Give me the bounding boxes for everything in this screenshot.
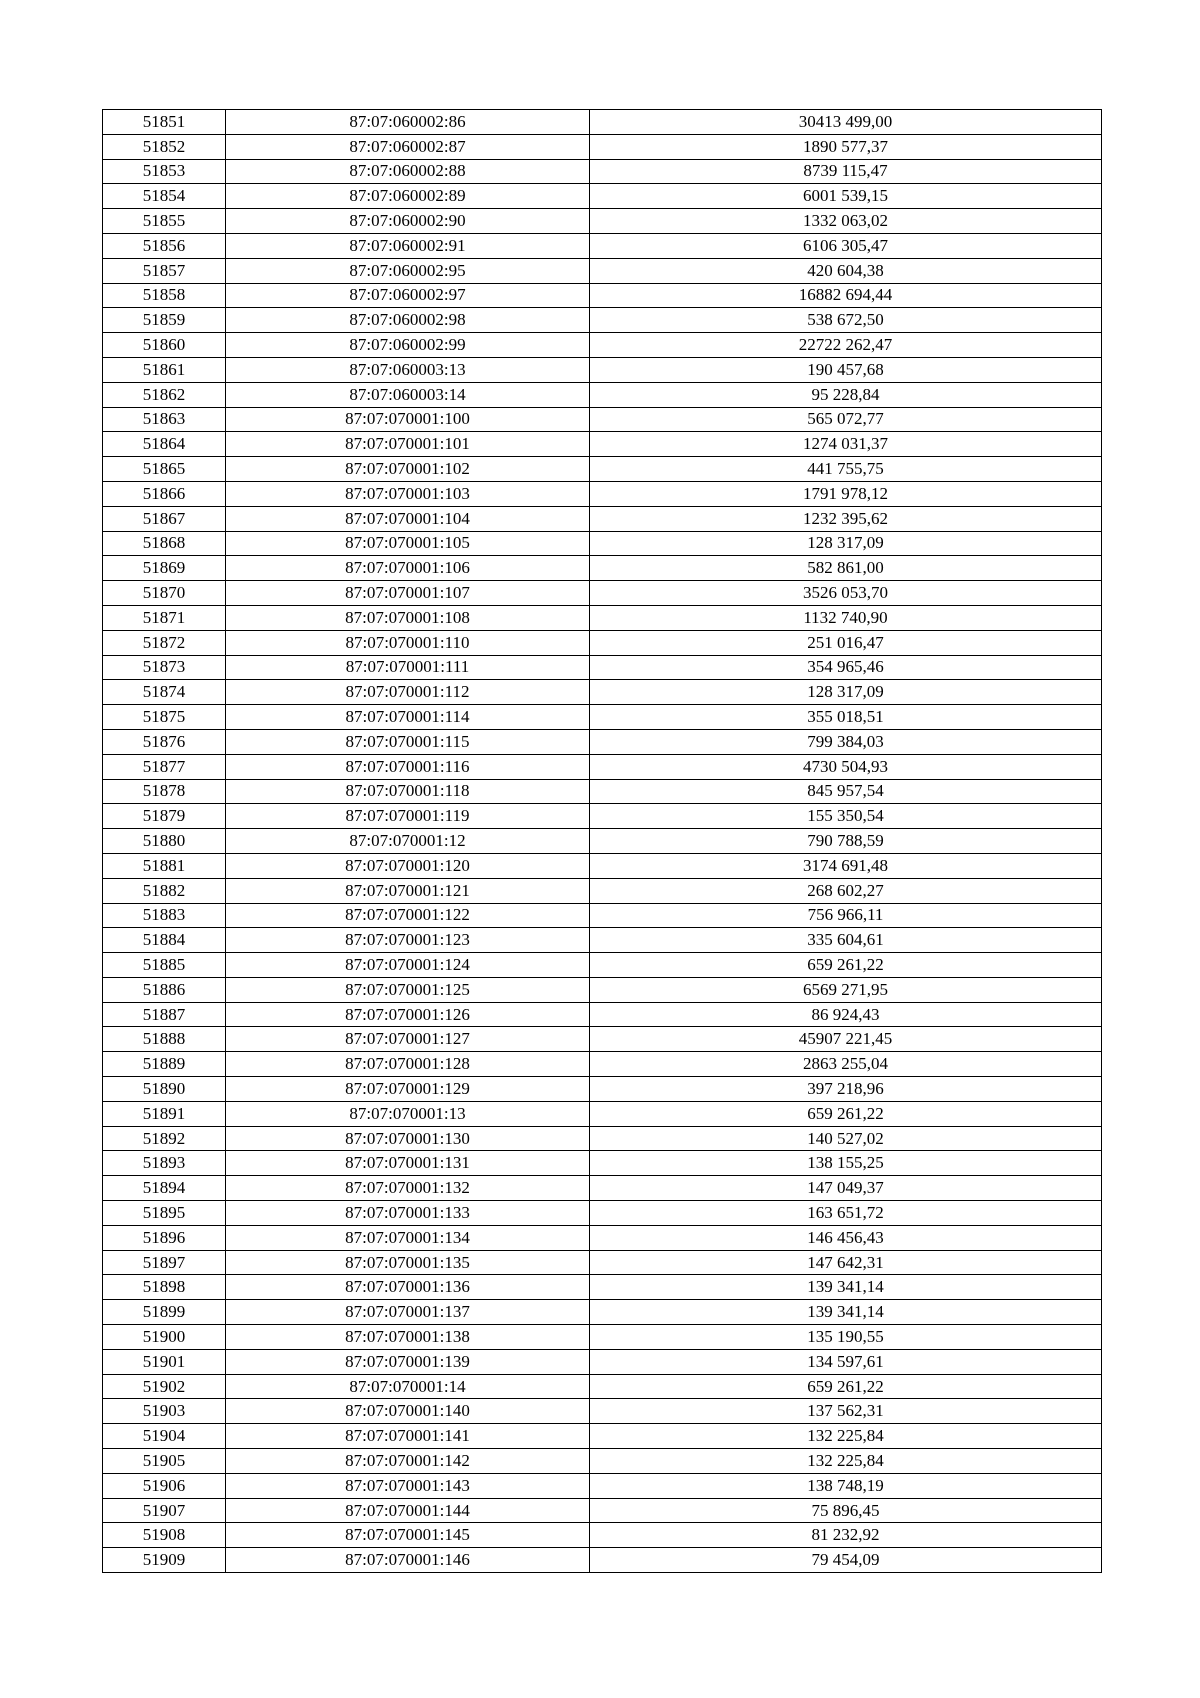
value-cell: 8739 115,47 bbox=[590, 159, 1102, 184]
cadastral-number-cell: 87:07:070001:135 bbox=[226, 1250, 590, 1275]
value-cell: 251 016,47 bbox=[590, 630, 1102, 655]
value-cell: 582 861,00 bbox=[590, 556, 1102, 581]
cadastral-number-cell: 87:07:070001:115 bbox=[226, 729, 590, 754]
table-row bbox=[103, 184, 1102, 209]
value-cell: 1132 740,90 bbox=[590, 605, 1102, 630]
value-cell: 22722 262,47 bbox=[590, 333, 1102, 358]
cadastral-number-cell: 87:07:070001:136 bbox=[226, 1275, 590, 1300]
table-row bbox=[103, 333, 1102, 358]
table-row bbox=[103, 1250, 1102, 1275]
value-cell: 756 966,11 bbox=[590, 903, 1102, 928]
row-number-cell: 51864 bbox=[103, 432, 226, 457]
cadastral-number-cell: 87:07:070001:130 bbox=[226, 1126, 590, 1151]
value-cell: 30413 499,00 bbox=[590, 110, 1102, 135]
cadastral-number-cell: 87:07:070001:132 bbox=[226, 1176, 590, 1201]
cadastral-number-cell: 87:07:070001:122 bbox=[226, 903, 590, 928]
cadastral-number-cell: 87:07:070001:143 bbox=[226, 1473, 590, 1498]
cadastral-number-cell: 87:07:060002:91 bbox=[226, 233, 590, 258]
row-number-cell: 51853 bbox=[103, 159, 226, 184]
row-number-cell: 51879 bbox=[103, 804, 226, 829]
table-row bbox=[103, 1052, 1102, 1077]
cadastral-number-cell: 87:07:060002:89 bbox=[226, 184, 590, 209]
value-cell: 137 562,31 bbox=[590, 1399, 1102, 1424]
table-row bbox=[103, 357, 1102, 382]
row-number-cell: 51880 bbox=[103, 829, 226, 854]
table-row bbox=[103, 481, 1102, 506]
value-cell: 659 261,22 bbox=[590, 1374, 1102, 1399]
table-row bbox=[103, 1349, 1102, 1374]
row-number-cell: 51861 bbox=[103, 357, 226, 382]
cadastral-number-cell: 87:07:070001:124 bbox=[226, 953, 590, 978]
cadastral-number-cell: 87:07:070001:12 bbox=[226, 829, 590, 854]
row-number-cell: 51903 bbox=[103, 1399, 226, 1424]
row-number-cell: 51857 bbox=[103, 258, 226, 283]
value-cell: 3174 691,48 bbox=[590, 853, 1102, 878]
value-cell: 799 384,03 bbox=[590, 729, 1102, 754]
value-cell: 1274 031,37 bbox=[590, 432, 1102, 457]
cadastral-number-cell: 87:07:070001:146 bbox=[226, 1548, 590, 1573]
cadastral-number-cell: 87:07:060002:88 bbox=[226, 159, 590, 184]
value-cell: 565 072,77 bbox=[590, 407, 1102, 432]
cadastral-number-cell: 87:07:070001:121 bbox=[226, 878, 590, 903]
cadastral-number-cell: 87:07:070001:139 bbox=[226, 1349, 590, 1374]
table-row bbox=[103, 159, 1102, 184]
cadastral-number-cell: 87:07:070001:101 bbox=[226, 432, 590, 457]
cadastral-number-cell: 87:07:060002:98 bbox=[226, 308, 590, 333]
cadastral-number-cell: 87:07:070001:145 bbox=[226, 1523, 590, 1548]
row-number-cell: 51859 bbox=[103, 308, 226, 333]
cadastral-number-cell: 87:07:070001:105 bbox=[226, 531, 590, 556]
value-cell: 354 965,46 bbox=[590, 655, 1102, 680]
row-number-cell: 51867 bbox=[103, 506, 226, 531]
cadastral-number-cell: 87:07:070001:107 bbox=[226, 581, 590, 606]
row-number-cell: 51904 bbox=[103, 1424, 226, 1449]
cadastral-number-cell: 87:07:070001:110 bbox=[226, 630, 590, 655]
value-cell: 1890 577,37 bbox=[590, 134, 1102, 159]
cadastral-number-cell: 87:07:060002:90 bbox=[226, 209, 590, 234]
row-number-cell: 51881 bbox=[103, 853, 226, 878]
cadastral-number-cell: 87:07:070001:106 bbox=[226, 556, 590, 581]
row-number-cell: 51852 bbox=[103, 134, 226, 159]
cadastral-number-cell: 87:07:070001:118 bbox=[226, 779, 590, 804]
table-row bbox=[103, 407, 1102, 432]
table-row bbox=[103, 953, 1102, 978]
row-number-cell: 51865 bbox=[103, 457, 226, 482]
value-cell: 146 456,43 bbox=[590, 1225, 1102, 1250]
row-number-cell: 51893 bbox=[103, 1151, 226, 1176]
row-number-cell: 51892 bbox=[103, 1126, 226, 1151]
value-cell: 1791 978,12 bbox=[590, 481, 1102, 506]
row-number-cell: 51870 bbox=[103, 581, 226, 606]
cadastral-number-cell: 87:07:070001:13 bbox=[226, 1101, 590, 1126]
cadastral-number-cell: 87:07:060002:95 bbox=[226, 258, 590, 283]
cadastral-number-cell: 87:07:070001:103 bbox=[226, 481, 590, 506]
value-cell: 6569 271,95 bbox=[590, 977, 1102, 1002]
value-cell: 6001 539,15 bbox=[590, 184, 1102, 209]
cadastral-number-cell: 87:07:070001:127 bbox=[226, 1027, 590, 1052]
row-number-cell: 51896 bbox=[103, 1225, 226, 1250]
row-number-cell: 51877 bbox=[103, 754, 226, 779]
row-number-cell: 51860 bbox=[103, 333, 226, 358]
table-row bbox=[103, 1077, 1102, 1102]
row-number-cell: 51862 bbox=[103, 382, 226, 407]
row-number-cell: 51876 bbox=[103, 729, 226, 754]
cadastral-number-cell: 87:07:060002:86 bbox=[226, 110, 590, 135]
table-row bbox=[103, 1473, 1102, 1498]
cadastral-number-cell: 87:07:070001:123 bbox=[226, 928, 590, 953]
cadastral-number-cell: 87:07:060002:87 bbox=[226, 134, 590, 159]
row-number-cell: 51885 bbox=[103, 953, 226, 978]
row-number-cell: 51887 bbox=[103, 1002, 226, 1027]
row-number-cell: 51888 bbox=[103, 1027, 226, 1052]
cadastral-number-cell: 87:07:070001:119 bbox=[226, 804, 590, 829]
row-number-cell: 51901 bbox=[103, 1349, 226, 1374]
value-cell: 190 457,68 bbox=[590, 357, 1102, 382]
value-cell: 163 651,72 bbox=[590, 1201, 1102, 1226]
value-cell: 335 604,61 bbox=[590, 928, 1102, 953]
cadastral-number-cell: 87:07:060002:99 bbox=[226, 333, 590, 358]
row-number-cell: 51871 bbox=[103, 605, 226, 630]
table-row bbox=[103, 581, 1102, 606]
table-row bbox=[103, 853, 1102, 878]
value-cell: 538 672,50 bbox=[590, 308, 1102, 333]
table-body bbox=[103, 110, 1102, 1573]
row-number-cell: 51856 bbox=[103, 233, 226, 258]
row-number-cell: 51891 bbox=[103, 1101, 226, 1126]
row-number-cell: 51908 bbox=[103, 1523, 226, 1548]
row-number-cell: 51878 bbox=[103, 779, 226, 804]
value-cell: 790 788,59 bbox=[590, 829, 1102, 854]
table-row bbox=[103, 630, 1102, 655]
value-cell: 6106 305,47 bbox=[590, 233, 1102, 258]
row-number-cell: 51907 bbox=[103, 1498, 226, 1523]
cadastral-number-cell: 87:07:070001:14 bbox=[226, 1374, 590, 1399]
value-cell: 45907 221,45 bbox=[590, 1027, 1102, 1052]
table-row bbox=[103, 1275, 1102, 1300]
table-row bbox=[103, 209, 1102, 234]
value-cell: 79 454,09 bbox=[590, 1548, 1102, 1573]
cadastral-number-cell: 87:07:070001:133 bbox=[226, 1201, 590, 1226]
table-row bbox=[103, 283, 1102, 308]
value-cell: 397 218,96 bbox=[590, 1077, 1102, 1102]
cadastral-number-cell: 87:07:070001:129 bbox=[226, 1077, 590, 1102]
table-row bbox=[103, 680, 1102, 705]
table-row bbox=[103, 878, 1102, 903]
row-number-cell: 51884 bbox=[103, 928, 226, 953]
row-number-cell: 51890 bbox=[103, 1077, 226, 1102]
table-row bbox=[103, 1374, 1102, 1399]
table-row bbox=[103, 779, 1102, 804]
table-row bbox=[103, 457, 1102, 482]
row-number-cell: 51902 bbox=[103, 1374, 226, 1399]
table-row bbox=[103, 1523, 1102, 1548]
cadastral-number-cell: 87:07:070001:142 bbox=[226, 1449, 590, 1474]
value-cell: 128 317,09 bbox=[590, 680, 1102, 705]
table-row bbox=[103, 903, 1102, 928]
row-number-cell: 51899 bbox=[103, 1300, 226, 1325]
table-row bbox=[103, 382, 1102, 407]
value-cell: 134 597,61 bbox=[590, 1349, 1102, 1374]
cadastral-number-cell: 87:07:070001:100 bbox=[226, 407, 590, 432]
value-cell: 75 896,45 bbox=[590, 1498, 1102, 1523]
value-cell: 268 602,27 bbox=[590, 878, 1102, 903]
cadastral-number-cell: 87:07:070001:138 bbox=[226, 1325, 590, 1350]
value-cell: 1332 063,02 bbox=[590, 209, 1102, 234]
table-row bbox=[103, 134, 1102, 159]
row-number-cell: 51898 bbox=[103, 1275, 226, 1300]
table-row bbox=[103, 1126, 1102, 1151]
table-row bbox=[103, 1498, 1102, 1523]
table-row bbox=[103, 1151, 1102, 1176]
cadastral-number-cell: 87:07:070001:102 bbox=[226, 457, 590, 482]
row-number-cell: 51897 bbox=[103, 1250, 226, 1275]
cadastral-number-cell: 87:07:070001:116 bbox=[226, 754, 590, 779]
row-number-cell: 51866 bbox=[103, 481, 226, 506]
table-row bbox=[103, 1176, 1102, 1201]
row-number-cell: 51854 bbox=[103, 184, 226, 209]
row-number-cell: 51868 bbox=[103, 531, 226, 556]
value-cell: 659 261,22 bbox=[590, 1101, 1102, 1126]
cadastral-number-cell: 87:07:070001:141 bbox=[226, 1424, 590, 1449]
value-cell: 140 527,02 bbox=[590, 1126, 1102, 1151]
table-row bbox=[103, 1201, 1102, 1226]
table-row bbox=[103, 110, 1102, 135]
cadastral-number-cell: 87:07:070001:137 bbox=[226, 1300, 590, 1325]
cadastral-number-cell: 87:07:070001:108 bbox=[226, 605, 590, 630]
value-cell: 1232 395,62 bbox=[590, 506, 1102, 531]
value-cell: 420 604,38 bbox=[590, 258, 1102, 283]
row-number-cell: 51869 bbox=[103, 556, 226, 581]
table-row bbox=[103, 1325, 1102, 1350]
table-row bbox=[103, 233, 1102, 258]
value-cell: 659 261,22 bbox=[590, 953, 1102, 978]
row-number-cell: 51851 bbox=[103, 110, 226, 135]
cadastral-number-cell: 87:07:070001:125 bbox=[226, 977, 590, 1002]
cadastral-number-cell: 87:07:070001:111 bbox=[226, 655, 590, 680]
value-cell: 16882 694,44 bbox=[590, 283, 1102, 308]
value-cell: 147 642,31 bbox=[590, 1250, 1102, 1275]
table-row bbox=[103, 705, 1102, 730]
cadastral-number-cell: 87:07:060003:14 bbox=[226, 382, 590, 407]
table-row bbox=[103, 655, 1102, 680]
table-row bbox=[103, 531, 1102, 556]
value-cell: 132 225,84 bbox=[590, 1424, 1102, 1449]
value-cell: 147 049,37 bbox=[590, 1176, 1102, 1201]
table-row bbox=[103, 432, 1102, 457]
value-cell: 95 228,84 bbox=[590, 382, 1102, 407]
cadastral-number-cell: 87:07:060002:97 bbox=[226, 283, 590, 308]
value-cell: 86 924,43 bbox=[590, 1002, 1102, 1027]
value-cell: 4730 504,93 bbox=[590, 754, 1102, 779]
cadastral-number-cell: 87:07:070001:140 bbox=[226, 1399, 590, 1424]
row-number-cell: 51909 bbox=[103, 1548, 226, 1573]
value-cell: 845 957,54 bbox=[590, 779, 1102, 804]
row-number-cell: 51883 bbox=[103, 903, 226, 928]
cadastral-number-cell: 87:07:060003:13 bbox=[226, 357, 590, 382]
table-row bbox=[103, 1399, 1102, 1424]
cadastral-number-cell: 87:07:070001:104 bbox=[226, 506, 590, 531]
value-cell: 135 190,55 bbox=[590, 1325, 1102, 1350]
value-cell: 441 755,75 bbox=[590, 457, 1102, 482]
table-row bbox=[103, 1225, 1102, 1250]
table-row bbox=[103, 1548, 1102, 1573]
value-cell: 138 748,19 bbox=[590, 1473, 1102, 1498]
cadastral-number-cell: 87:07:070001:128 bbox=[226, 1052, 590, 1077]
table-row bbox=[103, 605, 1102, 630]
table-row bbox=[103, 804, 1102, 829]
row-number-cell: 51886 bbox=[103, 977, 226, 1002]
row-number-cell: 51894 bbox=[103, 1176, 226, 1201]
table-row bbox=[103, 1002, 1102, 1027]
row-number-cell: 51872 bbox=[103, 630, 226, 655]
value-cell: 139 341,14 bbox=[590, 1300, 1102, 1325]
value-cell: 132 225,84 bbox=[590, 1449, 1102, 1474]
table-row bbox=[103, 977, 1102, 1002]
row-number-cell: 51873 bbox=[103, 655, 226, 680]
row-number-cell: 51900 bbox=[103, 1325, 226, 1350]
row-number-cell: 51882 bbox=[103, 878, 226, 903]
row-number-cell: 51906 bbox=[103, 1473, 226, 1498]
table-row bbox=[103, 506, 1102, 531]
row-number-cell: 51858 bbox=[103, 283, 226, 308]
value-cell: 155 350,54 bbox=[590, 804, 1102, 829]
table-row bbox=[103, 829, 1102, 854]
value-cell: 81 232,92 bbox=[590, 1523, 1102, 1548]
cadastral-number-cell: 87:07:070001:112 bbox=[226, 680, 590, 705]
row-number-cell: 51875 bbox=[103, 705, 226, 730]
cadastral-number-cell: 87:07:070001:131 bbox=[226, 1151, 590, 1176]
data-table bbox=[102, 109, 1102, 1573]
row-number-cell: 51889 bbox=[103, 1052, 226, 1077]
table-row bbox=[103, 928, 1102, 953]
table-row bbox=[103, 1300, 1102, 1325]
table-row bbox=[103, 308, 1102, 333]
row-number-cell: 51874 bbox=[103, 680, 226, 705]
value-cell: 355 018,51 bbox=[590, 705, 1102, 730]
cadastral-number-cell: 87:07:070001:114 bbox=[226, 705, 590, 730]
cadastral-number-cell: 87:07:070001:126 bbox=[226, 1002, 590, 1027]
row-number-cell: 51895 bbox=[103, 1201, 226, 1226]
cadastral-number-cell: 87:07:070001:144 bbox=[226, 1498, 590, 1523]
row-number-cell: 51855 bbox=[103, 209, 226, 234]
row-number-cell: 51905 bbox=[103, 1449, 226, 1474]
table-row bbox=[103, 754, 1102, 779]
table-row bbox=[103, 1027, 1102, 1052]
table-row bbox=[103, 729, 1102, 754]
row-number-cell: 51863 bbox=[103, 407, 226, 432]
table-row bbox=[103, 258, 1102, 283]
table-row bbox=[103, 1101, 1102, 1126]
table-row bbox=[103, 1449, 1102, 1474]
cadastral-number-cell: 87:07:070001:120 bbox=[226, 853, 590, 878]
table-row bbox=[103, 1424, 1102, 1449]
value-cell: 128 317,09 bbox=[590, 531, 1102, 556]
cadastral-number-cell: 87:07:070001:134 bbox=[226, 1225, 590, 1250]
value-cell: 139 341,14 bbox=[590, 1275, 1102, 1300]
value-cell: 3526 053,70 bbox=[590, 581, 1102, 606]
table-row bbox=[103, 556, 1102, 581]
value-cell: 138 155,25 bbox=[590, 1151, 1102, 1176]
value-cell: 2863 255,04 bbox=[590, 1052, 1102, 1077]
